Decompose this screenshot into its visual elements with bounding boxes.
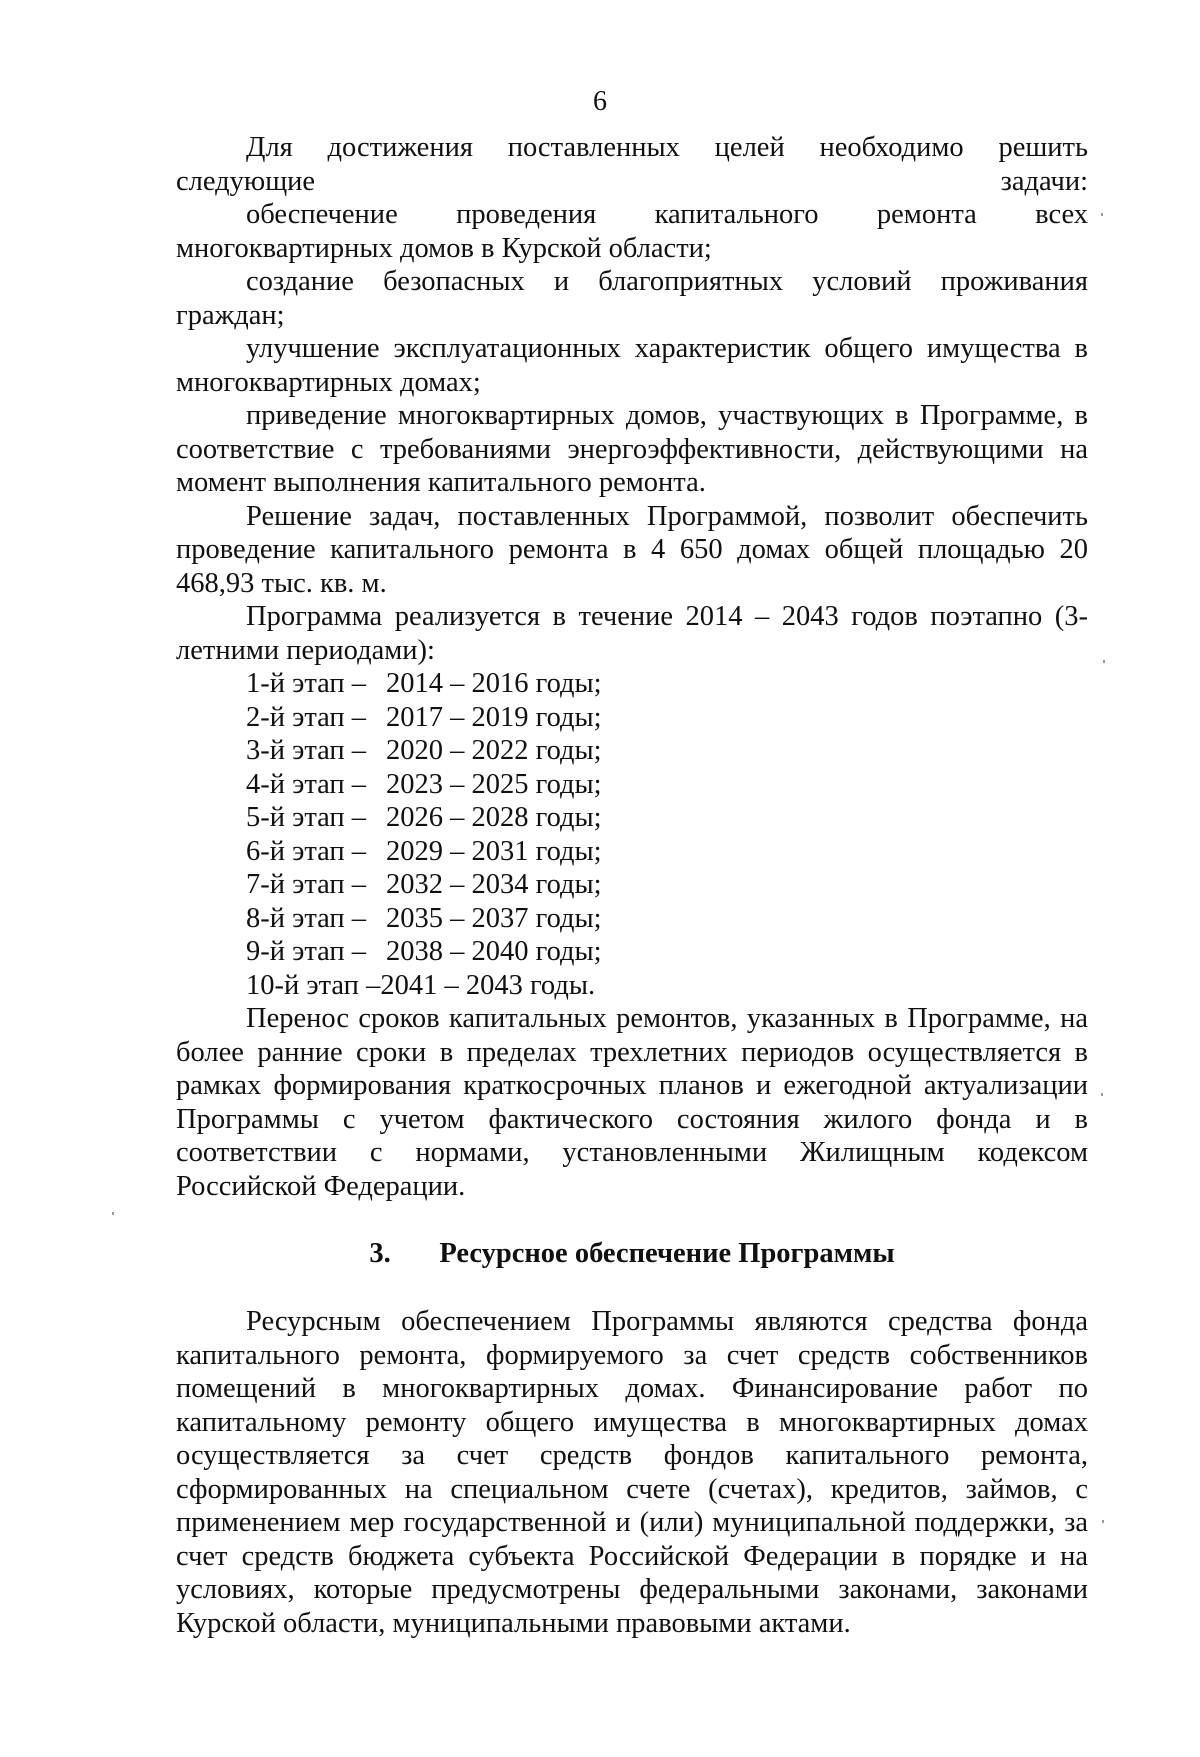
- scan-speck: [1102, 1520, 1104, 1523]
- paragraph-schedule-transfer: Перенос сроков капитальных ремонтов, указанных в Программе, на более ранние сроки в пределах трехлетних периодов осуществляется в рамках формирования краткосрочных планов и ежегодной актуализации Программы с учетом фактического состояния жилого фонда и в соответствии с нормами, установленными Жилищным кодексом Российской Федерации.: [176, 1003, 1088, 1202]
- stage-item: [246, 667, 1088, 701]
- stage-label: 4-й этап –: [246, 768, 367, 800]
- stage-years: 2020 – 2022 годы;: [386, 735, 602, 766]
- page-number: 6: [593, 86, 607, 117]
- stage-years: 2038 – 2040 годы;: [386, 936, 602, 967]
- paragraph-task-energy: приведение многоквартирных домов, участвующих в Программе, в соответствие с требованиями энергоэффективности, действующими на момент выполнения капитального ремонта.: [176, 400, 1088, 498]
- stage-label: 2-й этап –: [246, 701, 367, 733]
- stage-years: 2026 – 2028 годы;: [386, 802, 602, 833]
- stage-item: [246, 801, 1088, 835]
- stage-years: 2041 – 2043 годы.: [380, 969, 596, 1001]
- stage-label: 3-й этап –: [246, 735, 367, 766]
- stage-item: [246, 868, 1088, 902]
- stage-item: [246, 902, 1088, 936]
- section-number: 3.: [369, 1238, 391, 1269]
- stage-label: 8-й этап –: [246, 902, 367, 934]
- paragraph-resource-provision: Ресурсным обеспечением Программы являются средства фонда капитального ремонта, формируемого за счет средств собственников помещений в многоквартирных домах. Финансирование работ по капитальному ремонту общего имущества в многоквартирных домах осуществляется за счет средств фондов капитального ремонта, сформированных на специальном счете (счетах), кредитов, займов, с применением мер государственной и (или) муниципальной поддержки, за счет средств бюджета субъекта Российской Федерации в порядке и на условиях, которые предусмотрены федеральными законами, законами Курской области, муниципальными правовыми актами.: [176, 1306, 1088, 1639]
- stage-item: [246, 734, 1088, 768]
- paragraph-solution: Решение задач, поставленных Программой, позволит обеспечить проведение капитального ремонта в 4 650 домах общей площадью 20 468,93 тыс. кв. м.: [176, 500, 1088, 599]
- stage-label: 6-й этап –: [246, 835, 367, 867]
- paragraph-task-improvement: улучшение эксплуатационных характеристик общего имущества в многоквартирных домах;: [176, 333, 1088, 398]
- section-heading: [176, 1237, 1088, 1271]
- page-content: [176, 131, 1088, 1640]
- stage-label: 9-й этап –: [246, 936, 367, 967]
- stage-label: 1-й этап –: [246, 668, 367, 699]
- scan-speck: [1103, 660, 1105, 663]
- stage-years: 2035 – 2037 годы;: [386, 902, 602, 934]
- stage-list: [176, 667, 1088, 1002]
- paragraph-task-repair: обеспечение проведения капитального ремонта всех многоквартирных домов в Курской области;: [176, 199, 1088, 264]
- stage-item: [246, 835, 1088, 869]
- scan-speck: [112, 1212, 114, 1215]
- scan-speck: [1101, 213, 1103, 216]
- section-title: Ресурсное обеспечение Программы: [439, 1238, 895, 1269]
- stage-years: 2023 – 2025 годы;: [386, 768, 602, 800]
- scan-speck: [1101, 1093, 1103, 1096]
- stage-item: [246, 701, 1088, 735]
- paragraph-task-safety: создание безопасных и благоприятных условий проживания граждан;: [176, 266, 1088, 331]
- stage-label: 10-й этап –: [246, 969, 381, 1001]
- stage-years: 2029 – 2031 годы;: [386, 835, 602, 867]
- stage-years: 2014 – 2016 годы;: [386, 668, 602, 699]
- stage-label: 5-й этап –: [246, 802, 367, 833]
- stage-years: 2017 – 2019 годы;: [386, 701, 602, 733]
- stage-label: 7-й этап –: [246, 869, 367, 900]
- stage-item: [246, 768, 1088, 802]
- stage-item: [246, 969, 1088, 1003]
- stage-item: [246, 935, 1088, 969]
- stage-years: 2032 – 2034 годы;: [386, 869, 602, 900]
- paragraph-tasks-intro: Для достижения поставленных целей необходимо решить следующие задачи:: [176, 132, 1088, 197]
- paragraph-program-period: Программа реализуется в течение 2014 – 2043 годов поэтапно (3-летними периодами):: [176, 601, 1088, 666]
